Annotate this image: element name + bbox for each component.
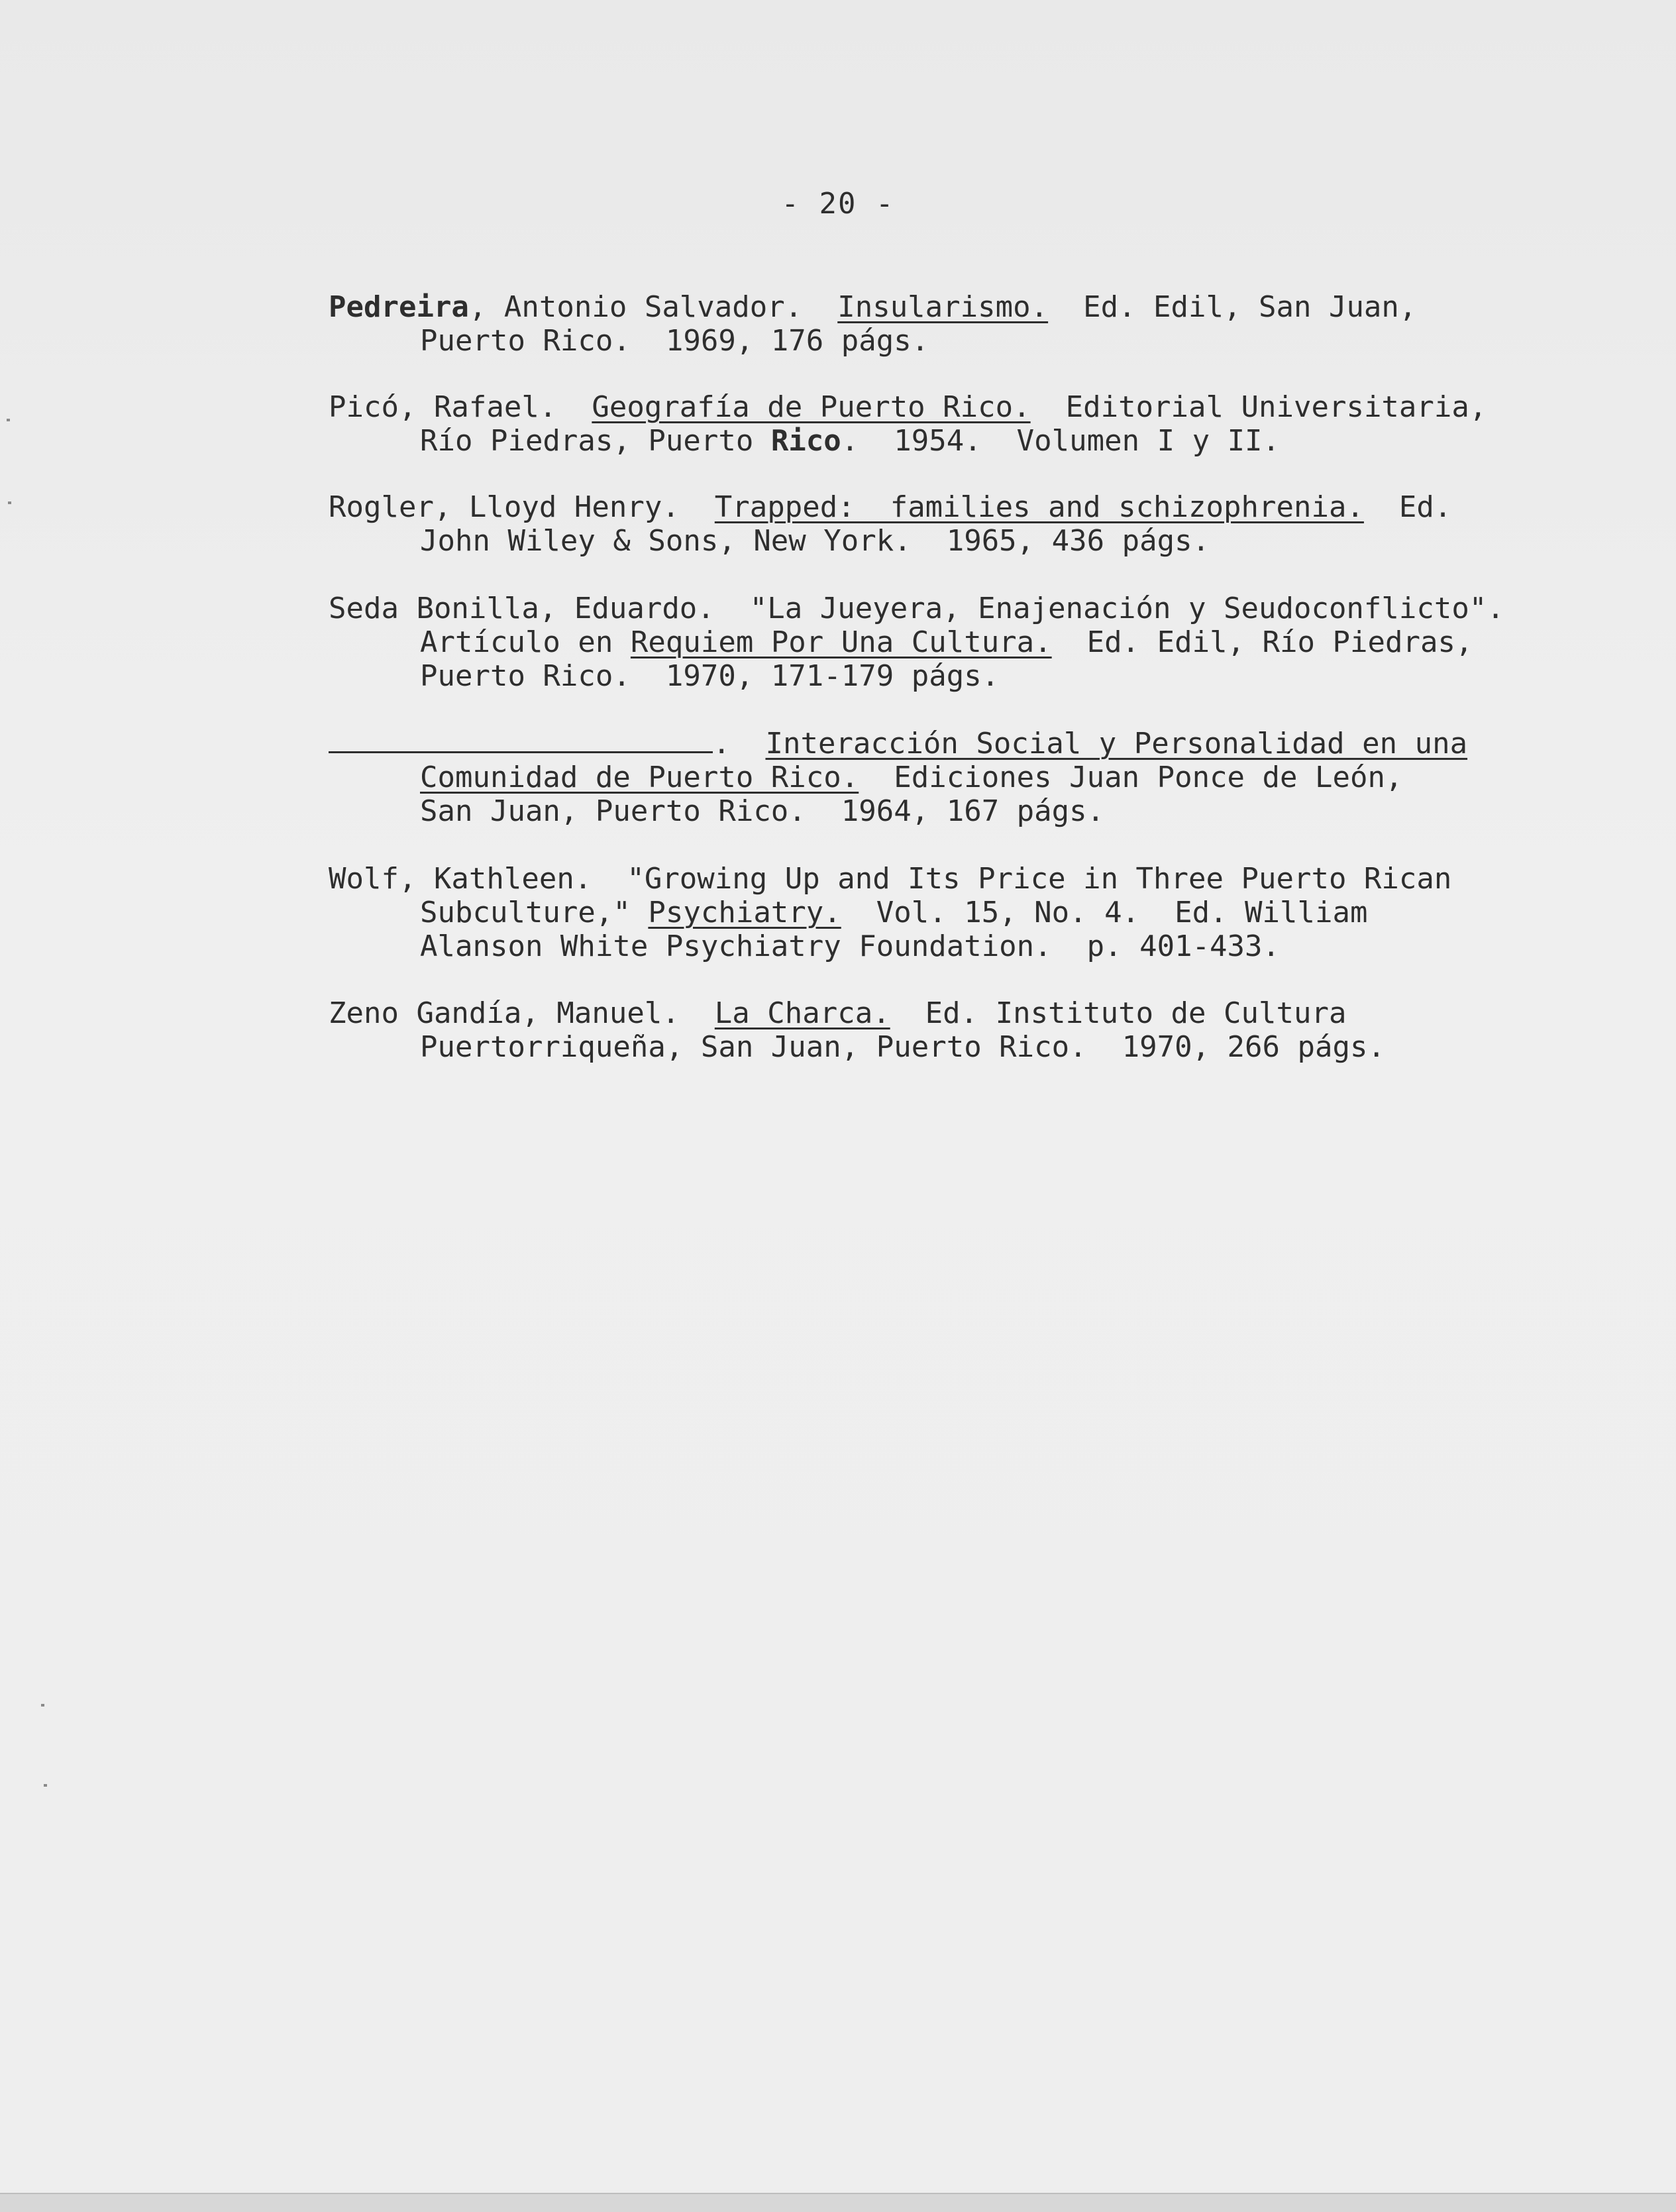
entry-continuation xyxy=(329,424,1534,458)
entry-continuation xyxy=(329,896,1534,929)
entry-continuation: Puerto Rico. 1969, 176 págs. xyxy=(420,324,929,358)
entry-line: Seda Bonilla, Eduardo. "La Jueyera, Enajenación y Seudoconflicto". xyxy=(329,592,1504,625)
entry-text: Picó, Rafael. xyxy=(329,390,592,424)
entry-line xyxy=(329,490,1534,524)
entry-text-bold: Rico xyxy=(770,424,841,458)
entry-line xyxy=(329,390,1534,424)
entry-title: Comunidad de Puerto Rico. xyxy=(420,761,859,794)
page-number: - 20 - xyxy=(781,187,895,221)
scan-speck xyxy=(8,501,11,504)
entry-text: . xyxy=(713,727,766,761)
entry-text: Ed. Edil, San Juan, xyxy=(1048,290,1417,324)
entry-continuation: San Juan, Puerto Rico. 1964, 167 págs. xyxy=(420,794,1105,828)
entry-continuation: John Wiley & Sons, New York. 1965, 436 págs. xyxy=(420,524,1210,558)
entry-text: Editorial Universitaria, xyxy=(1030,390,1487,424)
entry-title: Trapped: families and schizophrenia. xyxy=(714,490,1364,524)
scan-speck xyxy=(41,1704,44,1707)
entry-title: Geografía de Puerto Rico. xyxy=(592,390,1031,424)
entry-text: Ed. Instituto de Cultura xyxy=(890,996,1347,1030)
entry-text: Ed. xyxy=(1363,490,1452,524)
entry-text: Subculture," xyxy=(420,896,649,929)
entry-title: Requiem Por Una Cultura. xyxy=(630,625,1052,659)
entry-title: Psychiatry. xyxy=(648,896,841,929)
entry-line: Wolf, Kathleen. "Growing Up and Its Price in Three Puerto Rican xyxy=(329,862,1452,896)
entry-continuation: Puertorriqueña, San Juan, Puerto Rico. 1970, 266 págs. xyxy=(420,1030,1385,1064)
bibliography-entry-zeno-gandia xyxy=(329,996,1534,1064)
author-name: Pedreira xyxy=(329,290,469,324)
entry-title: Insularismo. xyxy=(837,290,1049,324)
scan-speck xyxy=(7,419,10,421)
bibliography-entry-pico xyxy=(329,390,1534,458)
entry-title: La Charca. xyxy=(714,996,890,1030)
entry-continuation xyxy=(329,625,1534,659)
bibliography-entry-rogler xyxy=(329,490,1534,558)
entry-text: Vol. 15, No. 4. Ed. William xyxy=(841,896,1368,929)
entry-continuation xyxy=(329,761,1534,794)
scan-speck xyxy=(44,1784,47,1787)
entry-text: Río Piedras, Puerto xyxy=(420,424,771,458)
entry-text: , Antonio Salvador. xyxy=(468,290,838,324)
scan-bottom-edge xyxy=(0,2193,1676,2212)
repeated-author-rule xyxy=(329,729,713,753)
entry-text: Artículo en xyxy=(420,625,631,659)
entry-text: . 1954. Volumen I y II. xyxy=(841,424,1281,458)
entry-text: Ediciones Juan Ponce de León, xyxy=(859,761,1403,794)
entry-line xyxy=(329,996,1534,1030)
entry-continuation: Puerto Rico. 1970, 171-179 págs. xyxy=(420,659,1000,693)
bibliography-entry-wolf xyxy=(329,862,1534,963)
entry-continuation: Alanson White Psychiatry Foundation. p. 401-433. xyxy=(420,929,1281,963)
bibliography-entry-seda-bonilla-1 xyxy=(329,592,1534,693)
entry-text: Ed. Edil, Río Piedras, xyxy=(1051,625,1473,659)
entry-line xyxy=(329,290,1534,324)
entry-text: Zeno Gandía, Manuel. xyxy=(329,996,715,1030)
entry-text: Rogler, Lloyd Henry. xyxy=(329,490,715,524)
bibliography-entry-seda-bonilla-2 xyxy=(329,727,1534,828)
entry-title: Interacción Social y Personalidad en una xyxy=(765,727,1468,761)
bibliography-entry-pedreira xyxy=(329,290,1534,358)
entry-line xyxy=(329,727,1534,761)
